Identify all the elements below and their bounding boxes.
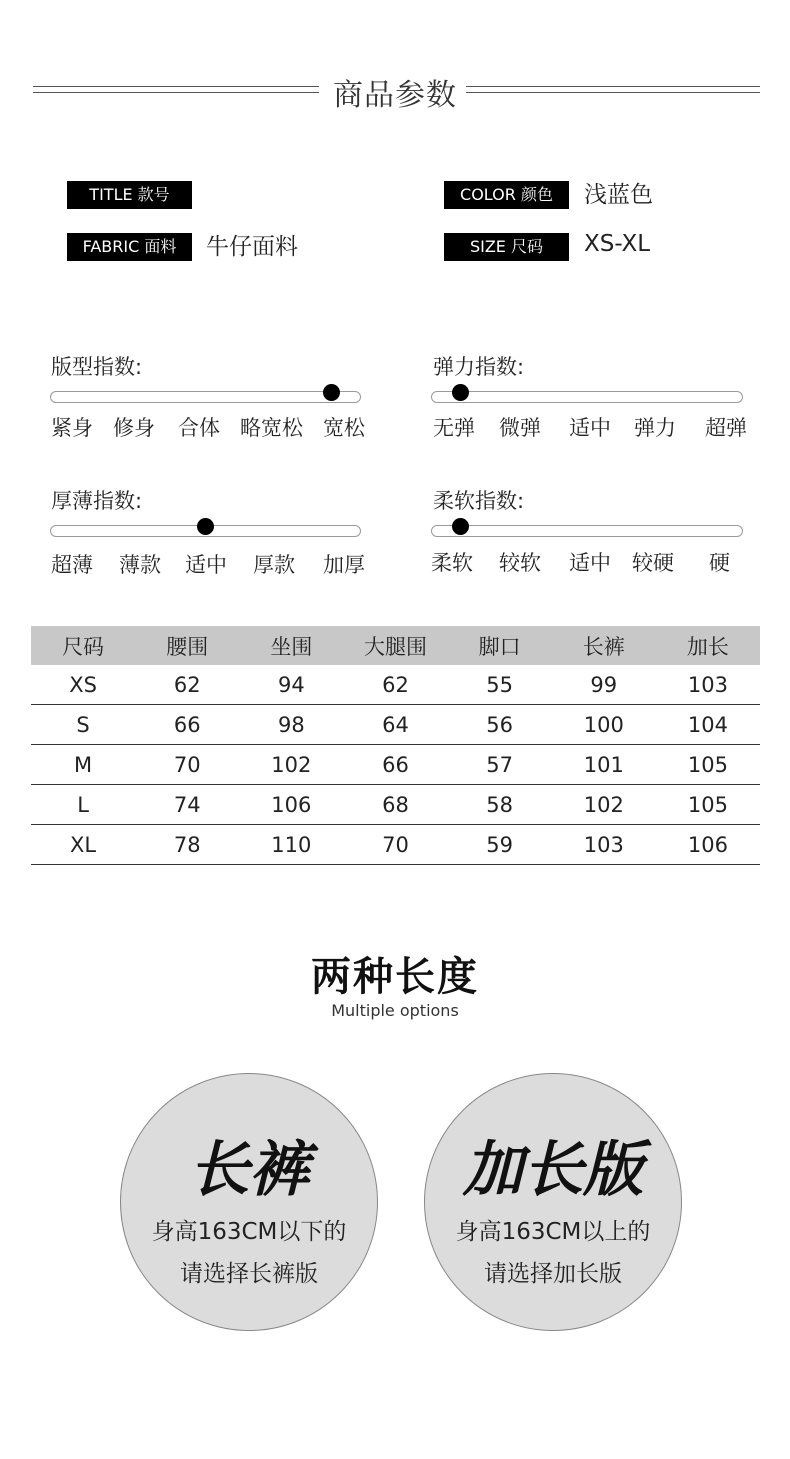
softness-scale-1: 较软 bbox=[499, 551, 541, 575]
table-cell: 103 bbox=[687, 672, 728, 697]
fit-scale-0: 紧身 bbox=[51, 416, 93, 440]
table-header-cell: 坐围 bbox=[270, 634, 313, 659]
softness-scale-0: 柔软 bbox=[431, 551, 473, 575]
table-row bbox=[31, 665, 760, 705]
softness-scale-3: 较硬 bbox=[632, 551, 674, 575]
option-regular-title: 长裤 bbox=[189, 1135, 309, 1205]
size-table bbox=[31, 626, 760, 865]
table-cell: 70 bbox=[173, 752, 201, 777]
table-cell: 59 bbox=[486, 832, 513, 857]
table-row bbox=[31, 705, 760, 745]
table-cell: 64 bbox=[382, 712, 409, 737]
softness-index-track bbox=[431, 525, 743, 537]
table-cell: 105 bbox=[687, 752, 728, 777]
table-cell: 68 bbox=[382, 792, 409, 817]
title-label: TITLE 款号 bbox=[67, 181, 192, 209]
option-long-line2: 请选择加长版 bbox=[484, 1261, 622, 1287]
table-cell: 100 bbox=[583, 712, 624, 737]
options-subtitle: Multiple options bbox=[331, 1001, 459, 1020]
thickness-scale-1: 薄款 bbox=[119, 553, 161, 577]
elastic-scale-0: 无弹 bbox=[433, 416, 475, 440]
elastic-index-track bbox=[431, 391, 743, 403]
thickness-scale-3: 厚款 bbox=[253, 553, 295, 577]
elastic-index-title: 弹力指数: bbox=[433, 355, 525, 379]
table-header-cell: 腰围 bbox=[166, 634, 209, 659]
option-long-title: 加长版 bbox=[463, 1135, 643, 1205]
size-label: SIZE 尺码 bbox=[444, 233, 569, 261]
fit-scale-1: 修身 bbox=[113, 416, 155, 440]
table-cell: 62 bbox=[382, 672, 409, 697]
table-cell: 103 bbox=[583, 832, 624, 857]
table-cell: 66 bbox=[382, 752, 409, 777]
elastic-scale-4: 超弹 bbox=[705, 416, 747, 440]
table-cell: 66 bbox=[173, 712, 201, 737]
table-cell: 94 bbox=[277, 672, 305, 697]
option-regular-circle bbox=[120, 1073, 378, 1331]
table-cell: 70 bbox=[382, 832, 409, 857]
thickness-scale-0: 超薄 bbox=[51, 553, 93, 577]
elastic-scale-2: 适中 bbox=[569, 416, 611, 440]
option-long-line1: 身高163CM以上的 bbox=[455, 1219, 651, 1245]
table-cell: 104 bbox=[687, 712, 728, 737]
softness-index-knob bbox=[452, 518, 469, 535]
thickness-scale-2: 适中 bbox=[185, 553, 227, 577]
thickness-index-title: 厚薄指数: bbox=[51, 489, 143, 513]
table-cell: 106 bbox=[687, 832, 728, 857]
table-cell: XS bbox=[69, 672, 97, 697]
softness-scale-4: 硬 bbox=[709, 551, 730, 575]
size-value: XS-XL bbox=[584, 231, 651, 257]
table-cell: L bbox=[77, 792, 89, 817]
table-cell: 106 bbox=[271, 792, 312, 817]
table-row bbox=[31, 745, 760, 785]
fabric-label: FABRIC 面料 bbox=[67, 233, 192, 261]
color-value: 浅蓝色 bbox=[584, 182, 653, 208]
fit-scale-3: 略宽松 bbox=[240, 416, 303, 440]
table-cell: 98 bbox=[277, 712, 305, 737]
table-cell: 74 bbox=[173, 792, 201, 817]
table-cell: 105 bbox=[687, 792, 728, 817]
table-header-cell: 脚口 bbox=[478, 634, 521, 659]
table-cell: 110 bbox=[271, 832, 312, 857]
table-header-cell: 加长 bbox=[686, 634, 729, 659]
table-cell: 78 bbox=[173, 832, 201, 857]
table-row bbox=[31, 825, 760, 865]
table-cell: M bbox=[74, 752, 93, 777]
table-cell: 102 bbox=[583, 792, 624, 817]
table-header-cell: 长裤 bbox=[582, 634, 625, 659]
table-row bbox=[31, 785, 760, 825]
table-cell: 62 bbox=[173, 672, 201, 697]
options-title: 两种长度 bbox=[311, 954, 479, 1000]
option-regular-line2: 请选择长裤版 bbox=[180, 1261, 318, 1287]
fit-scale-4: 宽松 bbox=[323, 416, 365, 440]
softness-index-title: 柔软指数: bbox=[433, 489, 525, 513]
thickness-scale-4: 加厚 bbox=[323, 553, 365, 577]
color-label: COLOR 颜色 bbox=[444, 181, 569, 209]
table-cell: 56 bbox=[486, 712, 513, 737]
table-cell: 99 bbox=[590, 672, 618, 697]
thickness-index-knob bbox=[197, 518, 214, 535]
elastic-scale-3: 弹力 bbox=[634, 416, 676, 440]
table-cell: 57 bbox=[486, 752, 513, 777]
elastic-scale-1: 微弹 bbox=[499, 416, 541, 440]
table-header-row bbox=[31, 626, 760, 665]
table-cell: S bbox=[76, 712, 90, 737]
option-long-circle bbox=[424, 1073, 682, 1331]
elastic-index-knob bbox=[452, 384, 469, 401]
table-cell: 102 bbox=[271, 752, 312, 777]
fit-index-track bbox=[50, 391, 361, 403]
fit-scale-2: 合体 bbox=[178, 416, 220, 440]
table-header-cell: 尺码 bbox=[62, 634, 105, 659]
fabric-value: 牛仔面料 bbox=[206, 234, 298, 260]
table-cell: 55 bbox=[486, 672, 513, 697]
fit-index-title: 版型指数: bbox=[51, 355, 143, 379]
page-title: 商品参数 bbox=[333, 78, 457, 113]
softness-scale-2: 适中 bbox=[569, 551, 611, 575]
table-header-cell: 大腿围 bbox=[363, 634, 427, 659]
table-cell: XL bbox=[70, 832, 97, 857]
table-cell: 101 bbox=[583, 752, 624, 777]
option-regular-line1: 身高163CM以下的 bbox=[151, 1219, 347, 1245]
table-cell: 58 bbox=[486, 792, 513, 817]
